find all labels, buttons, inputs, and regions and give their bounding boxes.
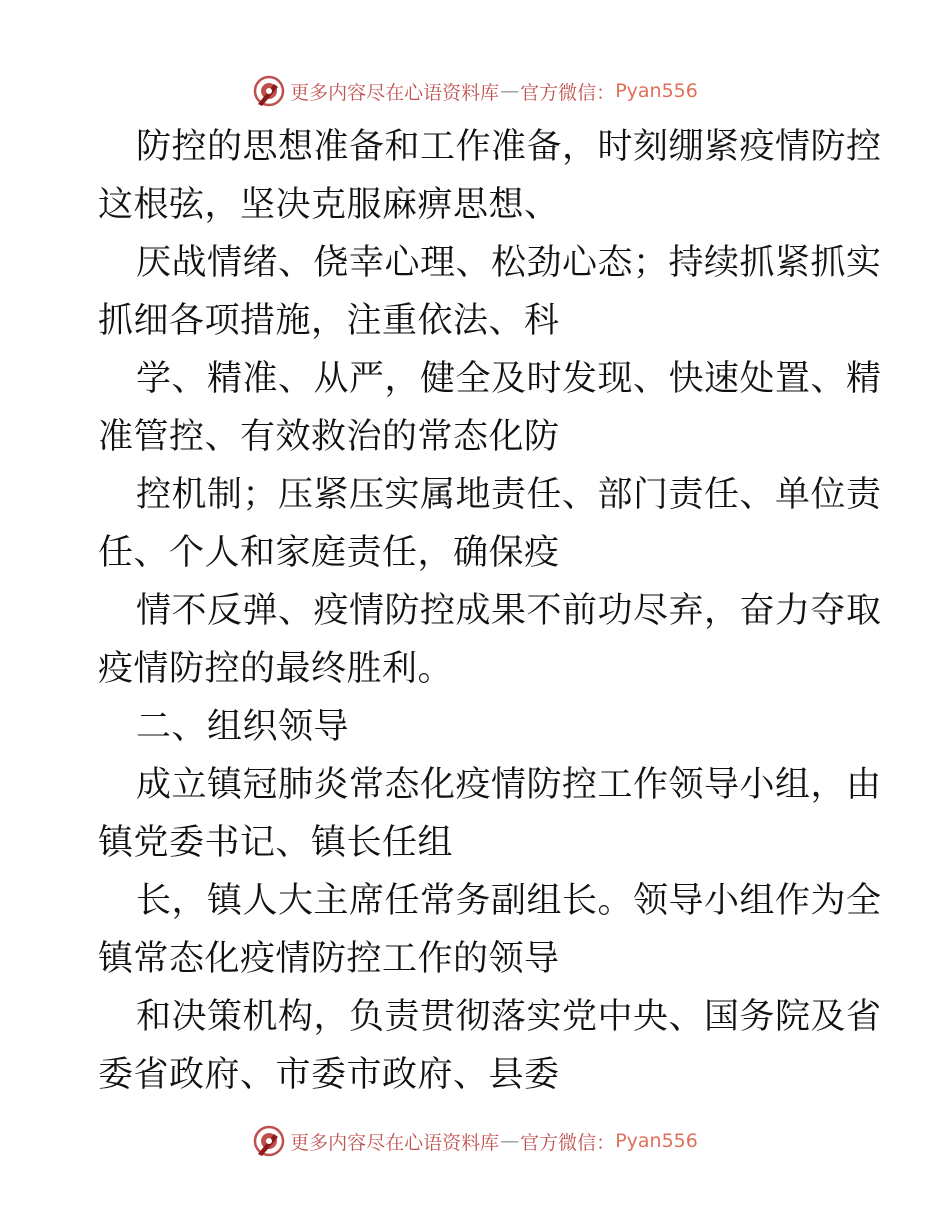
watermark-separator: — (500, 80, 520, 102)
watermark-text: 更多内容尽在心语资料库 (290, 81, 500, 104)
text-line: 情不反弹、疫情防控成果不前功尽弃，奋力夺取 (136, 591, 882, 631)
document-body (98, 118, 882, 1104)
text-line: 控机制；压紧压实属地责任、部门责任、单位责 (136, 475, 882, 515)
header-watermark (0, 71, 950, 111)
watermark-label: 官方微信： (520, 81, 616, 104)
text-line: 疫情防控的最终胜利。 (98, 649, 454, 689)
text-line: 抓细各项措施，注重依法、科 (98, 301, 560, 341)
text-line: 镇常态化疫情防控工作的领导 (98, 939, 560, 979)
text-line: 长，镇人大主席任常务副组长。领导小组作为全 (136, 881, 882, 921)
text-line: 镇党委书记、镇长任组 (98, 823, 454, 863)
watermark-separator: — (500, 1130, 520, 1152)
text-line: 和决策机构，负责贯彻落实党中央、国务院及省 (136, 997, 882, 1037)
pen-logo-icon (252, 74, 286, 108)
text-line: 这根弦，坚决克服麻痹思想、 (98, 185, 560, 225)
text-line: 委省政府、市委市政府、县委 (98, 1055, 560, 1095)
text-line: 准管控、有效救治的常态化防 (98, 417, 560, 457)
footer-watermark (0, 1121, 950, 1161)
section-heading: 二、组织领导 (136, 707, 350, 747)
text-line: 厌战情绪、侥幸心理、松劲心态；持续抓紧抓实 (136, 243, 882, 283)
pen-logo-icon (252, 1124, 286, 1158)
text-line: 学、精准、从严，健全及时发现、快速处置、精 (136, 359, 882, 399)
watermark-label: 官方微信： (520, 1131, 616, 1154)
watermark-handle: Pyan556 (615, 80, 698, 102)
text-line: 防控的思想准备和工作准备，时刻绷紧疫情防控 (136, 127, 882, 167)
watermark-text: 更多内容尽在心语资料库 (290, 1131, 500, 1154)
text-line: 任、个人和家庭责任，确保疫 (98, 533, 560, 573)
watermark-handle: Pyan556 (615, 1130, 698, 1152)
text-line: 成立镇冠肺炎常态化疫情防控工作领导小组，由 (136, 765, 882, 805)
